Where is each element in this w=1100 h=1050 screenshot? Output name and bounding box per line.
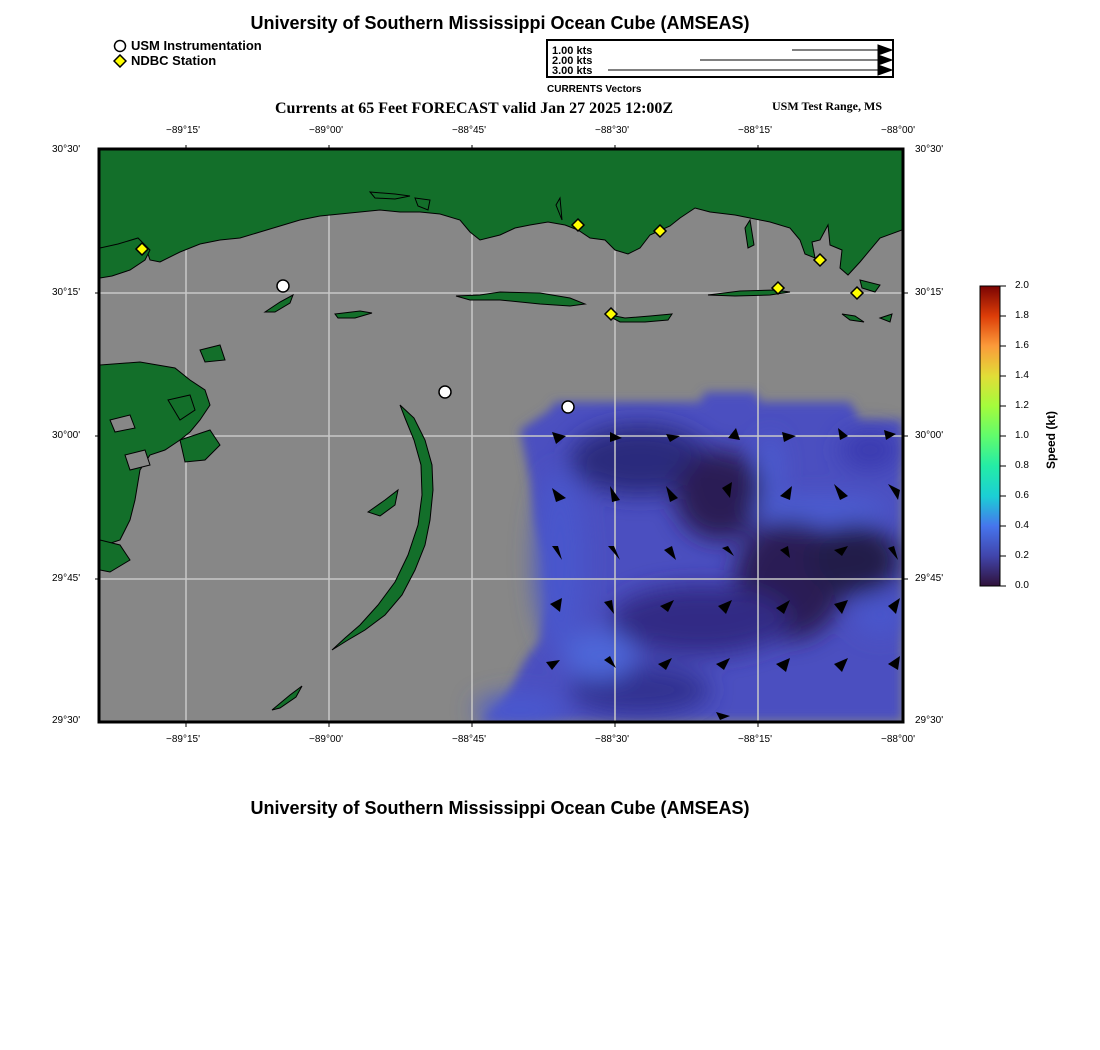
lat-label-left: 30°30': [52, 144, 81, 155]
lat-label-right: 30°15': [915, 287, 944, 298]
lat-label-left: 29°30': [52, 715, 81, 726]
legend-usm-label: USM Instrumentation: [131, 38, 262, 53]
colorbar-tick: 1.0: [1015, 430, 1029, 441]
region-label: USM Test Range, MS: [772, 99, 883, 113]
colorbar-tick: 0.8: [1015, 460, 1029, 471]
colorbar-tick: 1.8: [1015, 310, 1029, 321]
ndbc-diamond-icon: [113, 54, 127, 68]
lat-label-right: 30°00': [915, 430, 944, 441]
usm-circle-icon: [113, 39, 127, 53]
colorbar-tick: 2.0: [1015, 280, 1029, 291]
usm-instrument-marker[interactable]: [439, 386, 451, 398]
colorbar-tick: 1.4: [1015, 370, 1029, 381]
lon-label-top: −88°30': [595, 125, 629, 136]
colorbar-tick: 0.2: [1015, 550, 1029, 561]
lon-label-bottom: −88°00': [881, 734, 915, 745]
lat-label-right: 29°45': [915, 573, 944, 584]
lon-label-top: −89°00': [309, 125, 343, 136]
vector-arrows: [546, 39, 894, 78]
lon-label-bottom: −89°00': [309, 734, 343, 745]
lon-label-bottom: −89°15': [166, 734, 200, 745]
lat-label-left: 29°45': [52, 573, 81, 584]
speed-colorbar: [975, 280, 1015, 592]
vector-legend: [546, 39, 894, 78]
forecast-subtitle: Currents at 65 Feet FORECAST valid Jan 27 2025 12:00Z: [275, 100, 674, 117]
colorbar-tick: 1.2: [1015, 400, 1029, 411]
colorbar-tick: 0.0: [1015, 580, 1029, 591]
colorbar-tick: 0.6: [1015, 490, 1029, 501]
usm-instrument-marker[interactable]: [562, 401, 574, 413]
vector-caption: CURRENTS Vectors: [547, 84, 642, 95]
map-canvas: [95, 145, 909, 727]
colorbar-tick: 0.4: [1015, 520, 1029, 531]
lat-label-left: 30°00': [52, 430, 81, 441]
lon-label-top: −88°00': [881, 125, 915, 136]
lat-label-right: 29°30': [915, 715, 944, 726]
lon-label-top: −89°15': [166, 125, 200, 136]
colorbar-label: Speed (kt): [1044, 410, 1058, 469]
lat-label-left: 30°15': [52, 287, 81, 298]
legend-ndbc-label: NDBC Station: [131, 53, 217, 68]
lon-label-bottom: −88°30': [595, 734, 629, 745]
lon-label-bottom: −88°45': [452, 734, 486, 745]
lat-label-right: 30°30': [915, 144, 944, 155]
legend-usm: [113, 38, 262, 53]
vector-label-2: 2.00 kts: [552, 55, 593, 67]
bottom-title: University of Southern Mississippi Ocean Cube (AMSEAS): [250, 798, 750, 818]
legend-ndbc: [113, 53, 216, 68]
colorbar-tick: 1.6: [1015, 340, 1029, 351]
usm-instrument-marker[interactable]: [277, 280, 289, 292]
lon-label-bottom: −88°15': [738, 734, 772, 745]
vector-label-1: 1.00 kts: [552, 45, 593, 57]
vector-label-3: 3.00 kts: [552, 65, 593, 77]
lon-label-top: −88°15': [738, 125, 772, 136]
lon-label-top: −88°45': [452, 125, 486, 136]
speed-field: [475, 392, 905, 725]
map-title: University of Southern Mississippi Ocean Cube (AMSEAS): [250, 13, 750, 33]
